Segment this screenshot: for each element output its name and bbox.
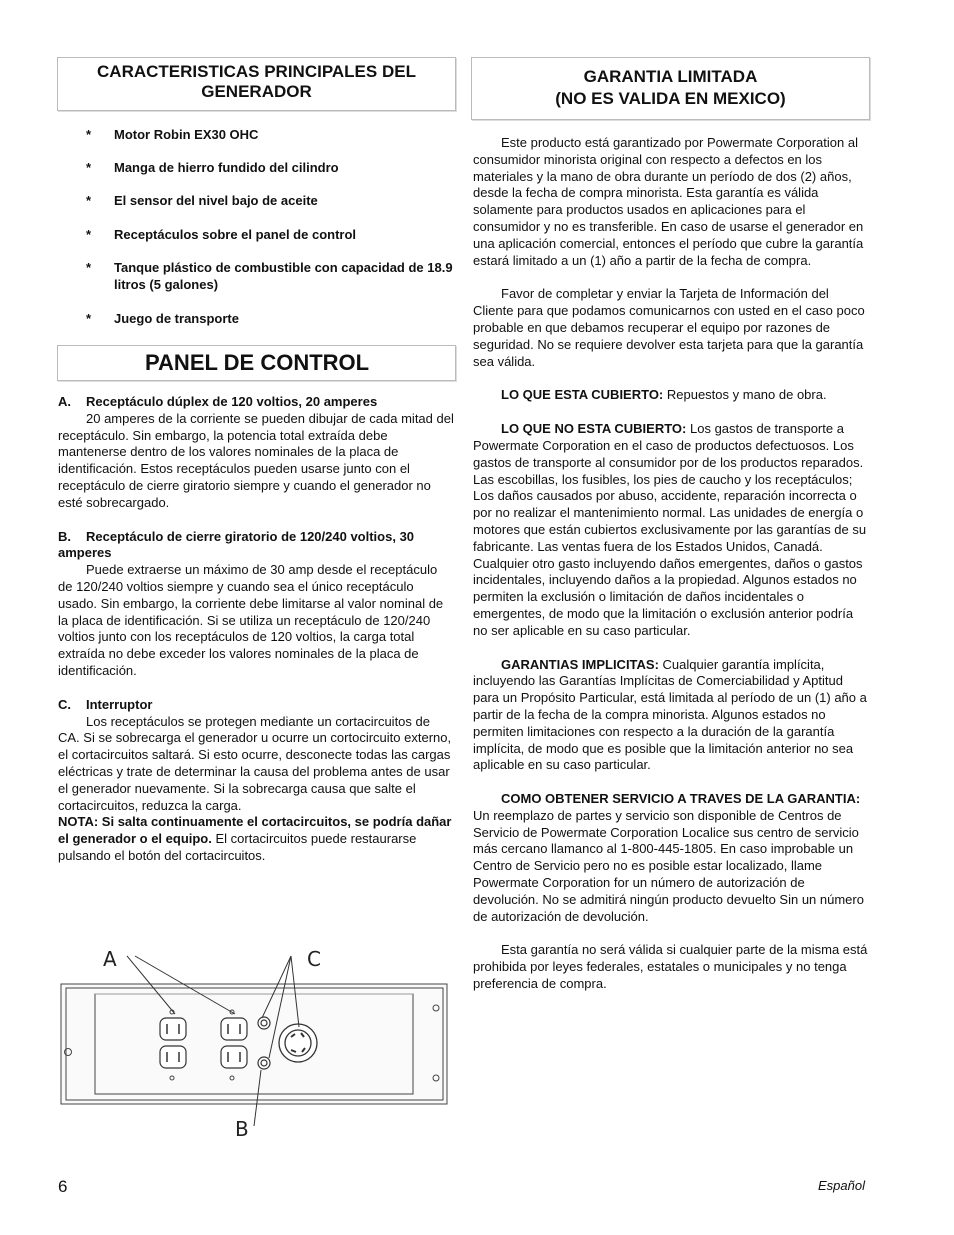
warranty-heading-box [471, 57, 870, 120]
feature-text: Juego de transporte [114, 311, 239, 326]
twist-lock-receptacle [279, 1024, 317, 1062]
warranty-not-covered [473, 421, 870, 639]
section-c-text: Los receptáculos se protegen mediante un cortacircuitos de CA. Si se sobrecarga el generador u ocurre un cortocircuito externo, el cortacircuitos saltará. Si esto ocurre, desconecte todas las cargas eléctricas y trate de determinar la causa del problema antes de usar el generador nuevamente. Si la sobrecarga causa que salte el cortacircuitos, reduzca la carga. [58, 713, 452, 813]
bullet-symbol: * [86, 227, 92, 242]
section-b-letter: B. [58, 528, 71, 544]
features-heading-box [57, 57, 456, 111]
covered-text: Repuestos y mano de obra. [663, 387, 827, 403]
section-b-heading [58, 529, 454, 563]
control-panel-sections [58, 394, 454, 865]
section-c-heading [58, 697, 454, 714]
diagram-label-c: C [307, 947, 321, 971]
section-c-body [58, 714, 454, 865]
bullet-symbol: * [86, 311, 92, 326]
panel-heading-box [57, 345, 456, 381]
section-c-letter: C. [58, 696, 71, 712]
section-a-body: 20 amperes de la corriente se pueden dibujar de cada mitad del receptáculo. Sin embargo, la potencia total extraída debe mantenerse dentro de los valores nominales de la placa de identificación. Estos receptáculos pueden usarse junto con el receptáculo de cierre giratorio siempre y cuando el generador no esté sobrecargado. [58, 410, 454, 510]
feature-text: El sensor del nivel bajo de aceite [114, 193, 318, 208]
bullet-symbol: * [86, 193, 92, 208]
section-a-title: Receptáculo dúplex de 120 voltios, 20 amperes [86, 394, 378, 409]
footer-language: Español [818, 1178, 865, 1193]
warranty-service [473, 791, 870, 925]
control-panel-diagram [55, 942, 455, 1142]
feature-item [86, 310, 456, 327]
features-heading-line1: CARACTERISTICAS PRINCIPALES DEL [97, 62, 416, 81]
section-c-title: Interruptor [86, 696, 153, 712]
warranty-covered [473, 387, 870, 404]
feature-text: Motor Robin EX30 OHC [114, 127, 259, 142]
features-heading-line2: GENERADOR [201, 82, 312, 101]
service-text: Un reemplazo de partes y servicio son disponible de Centros de Servicio de Powermate Corporation Localice sus centro de servicio más cercano llamanco al 1-800-445-1805. En caso improbable un Centro de Servicio pero no es posible estar localizado, llame Powermate Corporation for un número de autorización de devolución. No se admitirá ningún producto devuelto Sin un número de autorización de devolución. [473, 807, 864, 924]
implied-label: GARANTIAS IMPLICITAS: [501, 656, 659, 672]
warranty-heading-line1: GARANTIA LIMITADA [583, 67, 758, 86]
diagram-label-b: B [235, 1117, 249, 1141]
implied-text: Cualquier garantía implícita, incluyendo las Garantías Implícitas de Comerciabilidad y Aptitud para un Propósito Particular, está limitada al período de un (1) año a partir de la fecha de la compra minorista. Algunos estados no permiten limitaciones con respecto a la duración de la garantía implícita, de modo que es posible que la limitación anterior no sea aplicable en su caso particular. [473, 656, 867, 773]
panel-heading: PANEL DE CONTROL [145, 350, 370, 375]
warranty-paragraph-2: Favor de completar y enviar la Tarjeta de Información del Cliente para que podamos comunicarnos con usted en el caso poco probable en que debamos recuperar el equipo por razones de seguridad. No se requiere devolver esta tarjeta para que la garantía sea válida. [473, 286, 865, 369]
features-list [86, 126, 456, 327]
not-covered-text: Los gastos de transporte a Powermate Corporation en el caso de productos defectuosos. Los gastos de transporte al consumidor por de los productos reparados. Las escobillas, los fusibles, los pies de caucho y los receptáculos; Los daños causados por abuso, accidente, reparación incorrecta o por no realizar el mantenimiento normal. Las unidades de energía o motores que están cubiertos exclusivamente por las garantías de su fabricante. Las ventas fuera de los Estados Unidos, Canadá. Cualquier otro gasto incluyendo daños emergentes, daños o gastos incidentales, incluyendo daños a la propiedad. Algunos estados no permiten la exclusión o limitación de daños incidentales o emergentes, de modo que la limitación o exclusión anterior podría no ser aplicable en su caso particular. [473, 421, 867, 638]
feature-item [86, 159, 456, 176]
warranty-implied [473, 657, 870, 775]
covered-label: LO QUE ESTA CUBIERTO: [501, 387, 664, 403]
feature-item [86, 126, 456, 143]
feature-text: Manga de hierro fundido del cilindro [114, 160, 339, 175]
warranty-text [473, 135, 870, 993]
bullet-symbol: * [86, 160, 92, 175]
page-number: 6 [58, 1177, 68, 1196]
section-a-letter: A. [58, 394, 71, 409]
section-c-note-bold: NOTA: Si salta continuamente el cortacircuitos, se podría dañar el generador o el equipo. [58, 814, 452, 847]
service-label: COMO OBTENER SERVICIO A TRAVES DE LA GARANTIA: [501, 791, 861, 807]
warranty-heading-line2: (NO ES VALIDA EN MEXICO) [555, 89, 786, 108]
feature-text: Receptáculos sobre el panel de control [114, 227, 357, 242]
not-covered-label: LO QUE NO ESTA CUBIERTO: [501, 421, 687, 437]
warranty-paragraph-last: Esta garantía no será válida si cualquier parte de la misma está prohibida por leyes federales, estatales o municipales y no tenga preferencia de compra. [473, 942, 868, 992]
feature-text: Tanque plástico de combustible con capacidad de 18.9 litros (5 galones) [114, 260, 453, 292]
section-b-body: Puede extraerse un máximo de 30 amp desde el receptáculo de 120/240 voltios siempre y cuando sea el único receptáculo usado. Sin embargo, la corriente debe limitarse al valor nominal de la placa de identificación. Si se utiliza un receptáculo de 120/240 voltios junto con los receptáculos de 120 voltios, la carga total extraída no debe exceder los valores nominales de la placa de identificación. [58, 562, 444, 678]
section-c-note-rest: El cortacircuitos puede restaurarse pulsando el botón del cortacircuitos. [58, 831, 417, 863]
warranty-paragraph-1: Este producto está garantizado por Powermate Corporation al consumidor minorista original con respecto a defectos en los materiales y la mano de obra durante un período de dos (2) años, desde la fecha de compra minorista. Esta garantía es válida solamente para productos usados en aplicaciones para el consumidor y no es transferible. En caso de usarse el generador en una aplicación comercial, entonces el período que cubre la garantía estará limitado a un (1) año a partir de la fecha de compra. [473, 135, 864, 268]
feature-item [86, 259, 456, 293]
section-a-heading [58, 394, 454, 411]
bullet-symbol: * [86, 260, 92, 275]
feature-item [86, 226, 456, 243]
section-b-title: Receptáculo de cierre giratorio de 120/240 voltios, 30 amperes [58, 528, 415, 561]
diagram-label-a: A [103, 947, 117, 971]
bullet-symbol: * [86, 127, 92, 142]
feature-item [86, 192, 456, 209]
